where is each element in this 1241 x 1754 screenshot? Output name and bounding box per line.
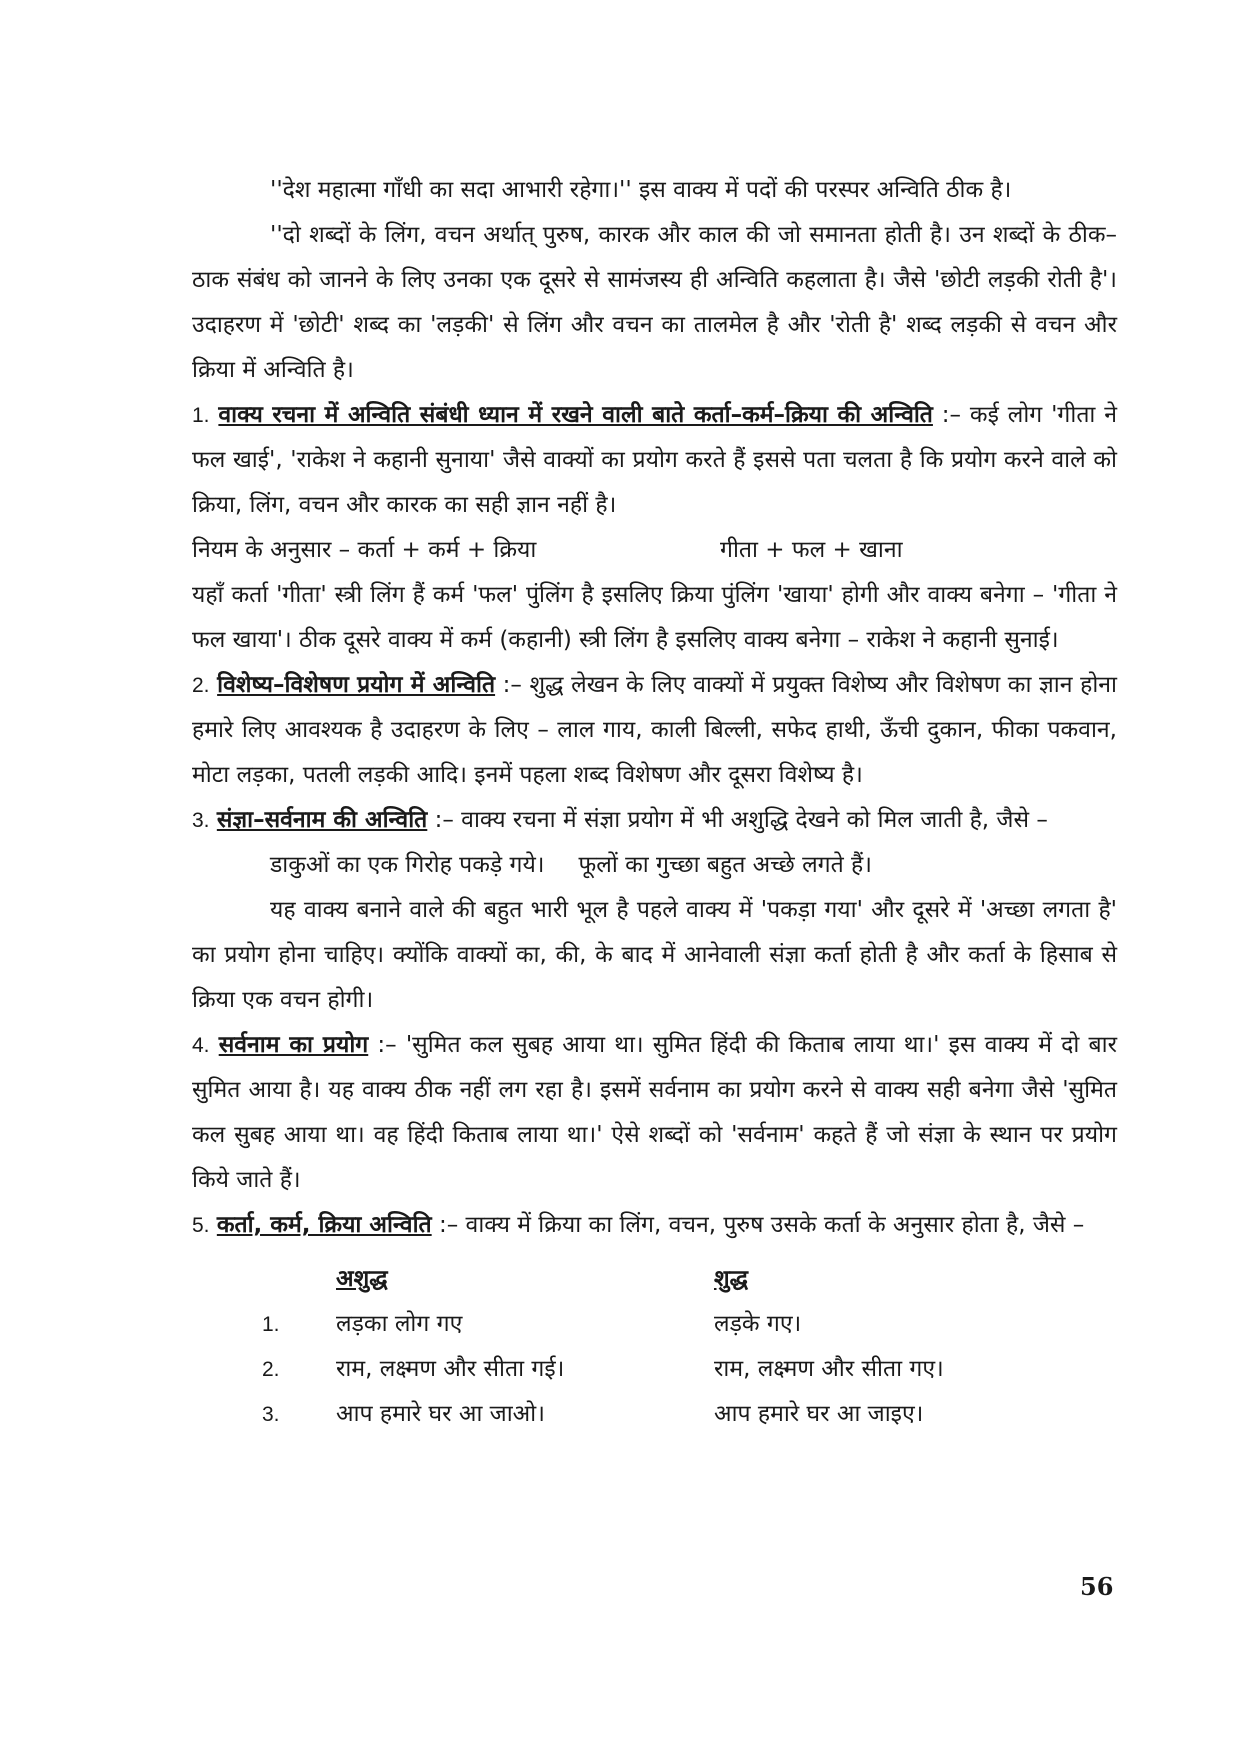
section-number: 5. bbox=[192, 1214, 210, 1237]
section-number: 1. bbox=[192, 404, 210, 427]
table-row bbox=[262, 1347, 944, 1392]
paragraph-definition: ''दो शब्दों के लिंग, वचन अर्थात् पुरुष, कारक और काल की जो समानता होती है। उन शब्दों के ठीक–ठाक संबंध को जानने के लिए उनका एक दूसरे से सामंजस्य ही अन्विति कहलाता है। जैसे 'छोटी लड़की रोती है'। उदाहरण में 'छोटी' शब्द का 'लड़की' से लिंग और वचन का तालमेल है और 'रोती है' शब्द लड़की से वचन और क्रिया में अन्विति है। bbox=[192, 222, 1117, 383]
section-3-explanation: यह वाक्य बनाने वाले की बहुत भारी भूल है पहले वाक्य में 'पकड़ा गया' और दूसरे में 'अच्छा लगता है' का प्रयोग होना चाहिए। क्योंकि वाक्यों का, की, के बाद में आनेवाली संज्ञा कर्ता होती है और कर्ता के हिसाब से क्रिया एक वचन होगी। bbox=[192, 897, 1117, 1013]
table-row bbox=[262, 1302, 944, 1347]
row-number: 2. bbox=[262, 1358, 280, 1381]
example-b: फूलों का गुच्छा बहुत अच्छे लगते हैं। bbox=[578, 852, 872, 878]
rule-line bbox=[192, 528, 1117, 573]
row-wrong: आप हमारे घर आ जाओ। bbox=[336, 1401, 545, 1427]
section-3 bbox=[192, 798, 1117, 843]
rule-left: नियम के अनुसार – कर्ता + कर्म + क्रिया bbox=[192, 537, 537, 563]
row-wrong: राम, लक्ष्मण और सीता गई। bbox=[336, 1356, 565, 1382]
section-number: 2. bbox=[192, 674, 210, 697]
section-heading: संज्ञा–सर्वनाम की अन्विति bbox=[216, 807, 428, 833]
section-separator: :– bbox=[431, 1212, 459, 1238]
section-1 bbox=[192, 393, 1117, 528]
table-header-num bbox=[262, 1256, 336, 1302]
comparison-table bbox=[262, 1256, 944, 1437]
example-line bbox=[192, 843, 1117, 888]
section-2 bbox=[192, 663, 1117, 798]
section-heading: वाक्य रचना में अन्विति संबंधी ध्यान में रखने वाली बाते कर्ता–कर्म–क्रिया की अन्विति bbox=[218, 402, 933, 428]
row-wrong: लड़का लोग गए bbox=[336, 1311, 463, 1337]
section-heading: कर्ता, कर्म, क्रिया अन्विति bbox=[216, 1212, 432, 1238]
section-number: 4. bbox=[192, 1034, 210, 1057]
table-row bbox=[262, 1392, 944, 1437]
section-heading: सर्वनाम का प्रयोग bbox=[218, 1032, 369, 1058]
row-right: लड़के गए। bbox=[714, 1311, 802, 1337]
table-header-row bbox=[262, 1256, 944, 1302]
section-1-explanation: यहाँ कर्ता 'गीता' स्त्री लिंग हैं कर्म 'फल' पुंलिंग है इसलिए क्रिया पुंलिंग 'खाया' होगी और वाक्य बनेगा – 'गीता ने फल खाया'। ठीक दूसरे वाक्य में कर्म (कहानी) स्त्री लिंग है इसलिए वाक्य बनेगा – राकेश ने कहानी सुनाई। bbox=[192, 582, 1117, 653]
section-text: वाक्य में क्रिया का लिंग, वचन, पुरुष उसके कर्ता के अनुसार होता है, जैसे – bbox=[458, 1212, 1085, 1238]
section-separator: :– bbox=[427, 807, 454, 833]
section-heading: विशेष्य–विशेषण प्रयोग में अन्विति bbox=[217, 672, 496, 698]
section-text: वाक्य रचना में संज्ञा प्रयोग में भी अशुद्धि देखने को मिल जाती है, जैसे – bbox=[453, 807, 1048, 833]
paragraph-intro: ''देश महात्मा गाँधी का सदा आभारी रहेगा।'' इस वाक्य में पदों की परस्पर अन्विति ठीक है। bbox=[270, 177, 1012, 203]
table-header-wrong: अशुद्ध bbox=[336, 1265, 388, 1292]
section-separator: :– bbox=[368, 1032, 397, 1058]
section-separator: :– bbox=[495, 672, 522, 698]
rule-right: गीता + फल + खाना bbox=[720, 537, 903, 563]
section-5 bbox=[192, 1203, 1117, 1248]
section-4 bbox=[192, 1023, 1117, 1203]
document-page bbox=[192, 168, 1117, 1437]
section-number: 3. bbox=[192, 809, 210, 832]
section-text: कई लोग 'गीता ने फल खाई', 'राकेश ने कहानी सुनाया' जैसे वाक्यों का प्रयोग करते हैं इससे पता चलता है कि प्रयोग करने वाले को क्रिया, लिंग, वचन और कारक का सही ज्ञान नहीं है। bbox=[192, 402, 1118, 518]
section-text: शुद्ध लेखन के लिए वाक्यों में प्रयुक्त विशेष्य और विशेषण का ज्ञान होना हमारे लिए आवश्यक है उदाहरण के लिए – लाल गाय, काली बिल्ली, सफेद हाथी, ऊँची दुकान, फीका पकवान, मोटा लड़का, पतली लड़की आदि। इनमें पहला शब्द विशेषण और दूसरा विशेष्य है। bbox=[192, 672, 1117, 788]
row-right: आप हमारे घर आ जाइए। bbox=[714, 1401, 924, 1427]
row-number: 3. bbox=[262, 1403, 280, 1426]
row-number: 1. bbox=[262, 1313, 280, 1336]
page-number: 56 bbox=[1080, 1572, 1114, 1601]
example-a: डाकुओं का एक गिरोह पकड़े गये। bbox=[270, 852, 545, 878]
section-separator: :– bbox=[932, 402, 962, 428]
row-right: राम, लक्ष्मण और सीता गए। bbox=[714, 1356, 944, 1382]
table-header-right: शुद्ध bbox=[714, 1265, 749, 1292]
section-text: 'सुमित कल सुबह आया था। सुमित हिंदी की किताब लाया था।' इस वाक्य में दो बार सुमित आया है। यह वाक्य ठीक नहीं लग रहा है। इसमें सर्वनाम का प्रयोग करने से वाक्य सही बनेगा जैसे 'सुमित कल सुबह आया था। वह हिंदी किताब लाया था।' ऐसे शब्दों को 'सर्वनाम' कहते हैं जो संज्ञा के स्थान पर प्रयोग किये जाते हैं। bbox=[192, 1032, 1117, 1193]
